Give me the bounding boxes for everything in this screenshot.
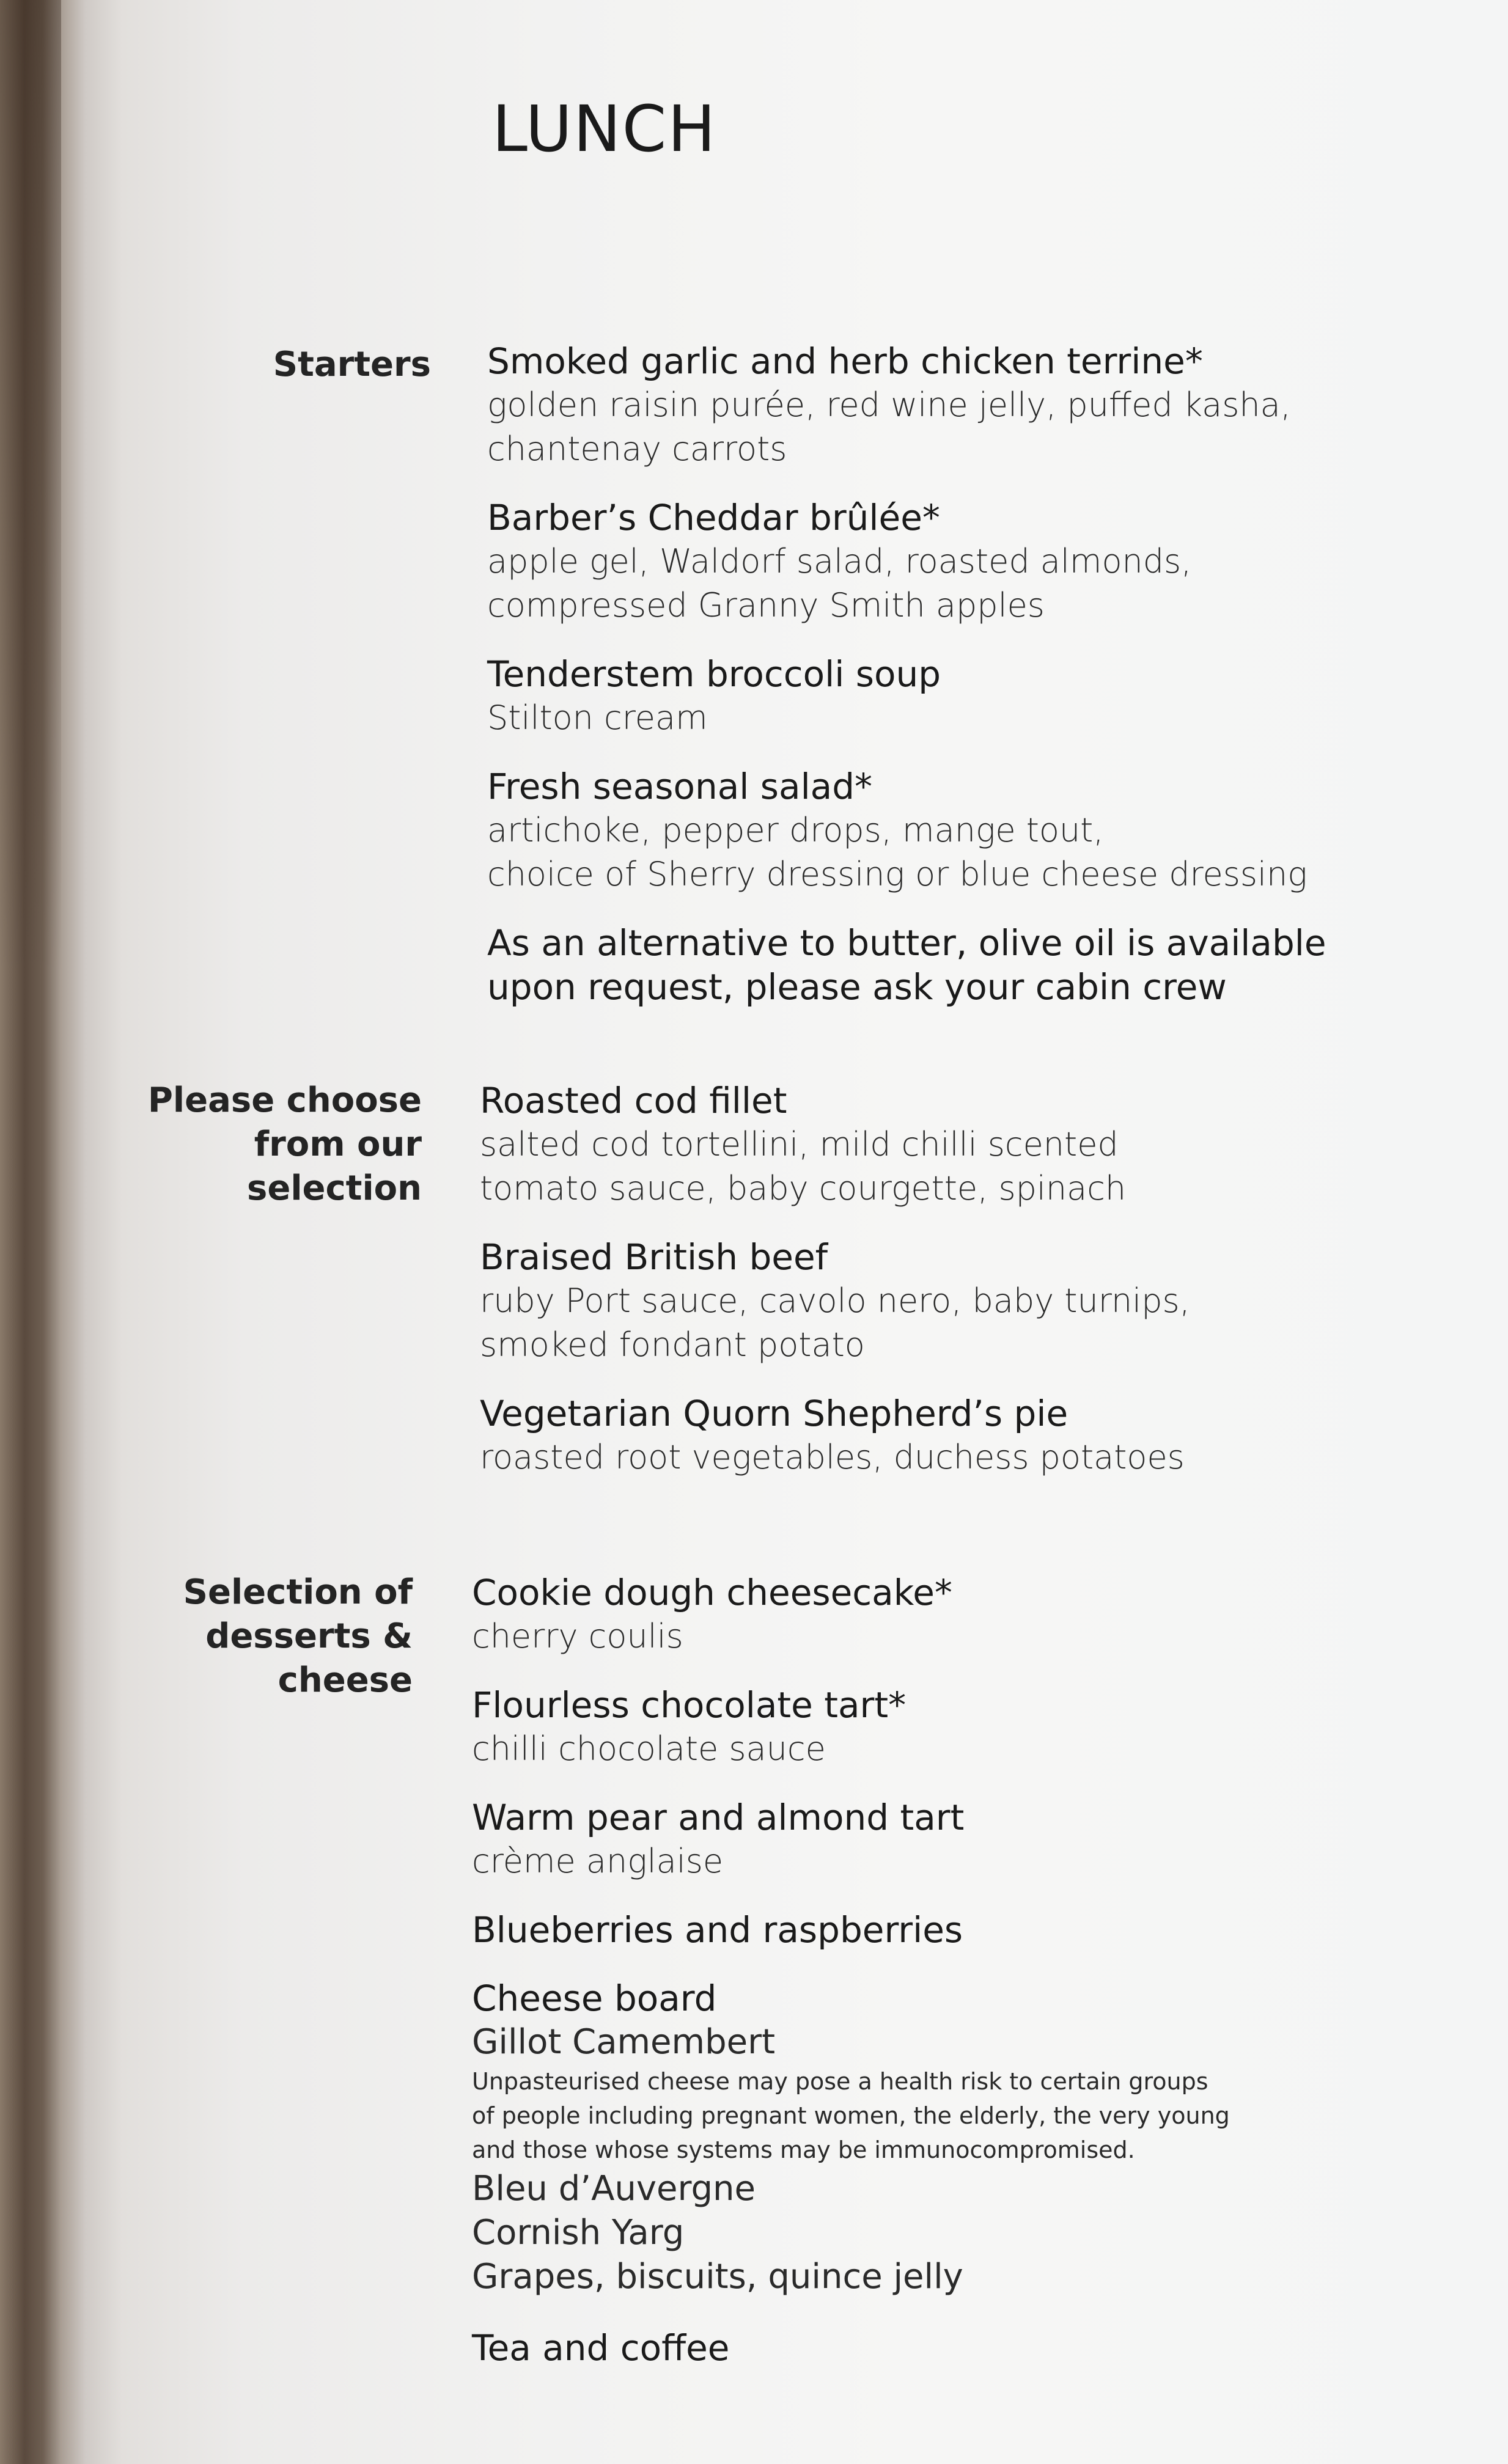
item-name: Tea and coffee	[472, 2327, 730, 2369]
item-name: Warm pear and almond tart	[472, 1797, 965, 1838]
item-description: roasted root vegetables, duchess potatoes	[480, 1438, 1185, 1476]
item-description: ruby Port sauce, cavolo nero, baby turnips,	[480, 1282, 1190, 1320]
menu-item	[480, 1235, 1190, 1367]
menu-item	[472, 1571, 1230, 1659]
cheese-item: Cornish Yarg	[472, 2213, 685, 2253]
butter-note: As an alternative to butter, olive oil is available upon request, please ask your cabin crew	[487, 922, 1326, 1008]
section-label-mains: Please choose from our selection	[147, 1080, 422, 1208]
item-name: Fresh seasonal salad*	[487, 766, 873, 807]
health-warning: of people including pregnant women, the elderly, the very young	[472, 2102, 1230, 2129]
item-name: Tenderstem broccoli soup	[487, 653, 941, 695]
item-description: smoked fondant potato	[480, 1326, 865, 1364]
item-description: crème anglaise	[472, 1842, 724, 1880]
item-name: Blueberries and raspberries	[472, 1909, 963, 1951]
item-description: Stilton cream	[487, 698, 708, 737]
cheese-item: Gillot Camembert	[472, 2022, 776, 2062]
item-description: apple gel, Waldorf salad, roasted almonds,	[487, 542, 1192, 581]
section-label-starters: Starters	[273, 345, 431, 384]
desserts-list	[472, 1571, 1230, 2394]
section-label-desserts: Selection of desserts & cheese	[183, 1572, 413, 1700]
item-description: compressed Granny Smith apples	[487, 586, 1045, 625]
cheese-item: Bleu d’Auvergne	[472, 2169, 756, 2209]
item-name: Smoked garlic and herb chicken terrine*	[487, 340, 1203, 382]
health-warning: Unpasteurised cheese may pose a health risk to certain groups	[472, 2068, 1208, 2095]
page-title: LUNCH	[492, 92, 717, 166]
item-description: tomato sauce, baby courgette, spinach	[480, 1169, 1127, 1208]
menu-item	[472, 1683, 1230, 1771]
starters-list	[487, 339, 1326, 1033]
cheese-board	[472, 1976, 1230, 2299]
item-description: cherry coulis	[472, 1617, 683, 1656]
item-description: chilli chocolate sauce	[472, 1729, 826, 1768]
menu-item	[472, 1908, 1230, 1952]
health-warning: and those whose systems may be immunocompromised.	[472, 2136, 1135, 2163]
mains-list	[480, 1079, 1190, 1504]
menu-item	[472, 2326, 1230, 2370]
item-name: Roasted cod fillet	[480, 1080, 787, 1121]
item-name: Vegetarian Quorn Shepherd’s pie	[480, 1393, 1068, 1434]
menu-item	[487, 765, 1326, 897]
menu-item	[472, 1795, 1230, 1883]
cheese-accompaniments: Grapes, biscuits, quince jelly	[472, 2257, 963, 2297]
item-description: artichoke, pepper drops, mange tout,	[487, 811, 1104, 849]
item-description: choice of Sherry dressing or blue cheese dressing	[487, 855, 1308, 893]
menu-item	[487, 496, 1326, 628]
page-binding-shadow	[0, 0, 61, 978]
menu-item	[487, 652, 1326, 740]
item-description: salted cod tortellini, mild chilli scented	[480, 1125, 1119, 1164]
menu-item	[480, 1392, 1190, 1480]
item-description: chantenay carrots	[487, 430, 787, 468]
item-name: Barber’s Cheddar brûlée*	[487, 497, 940, 538]
item-name: Cheese board	[472, 1978, 717, 2019]
item-name: Cookie dough cheesecake*	[472, 1572, 952, 1613]
item-name: Braised British beef	[480, 1236, 828, 1278]
menu-item	[480, 1079, 1190, 1211]
menu-item	[487, 339, 1326, 471]
item-name: Flourless chocolate tart*	[472, 1684, 907, 1726]
item-description: golden raisin purée, red wine jelly, puffed kasha,	[487, 386, 1291, 424]
